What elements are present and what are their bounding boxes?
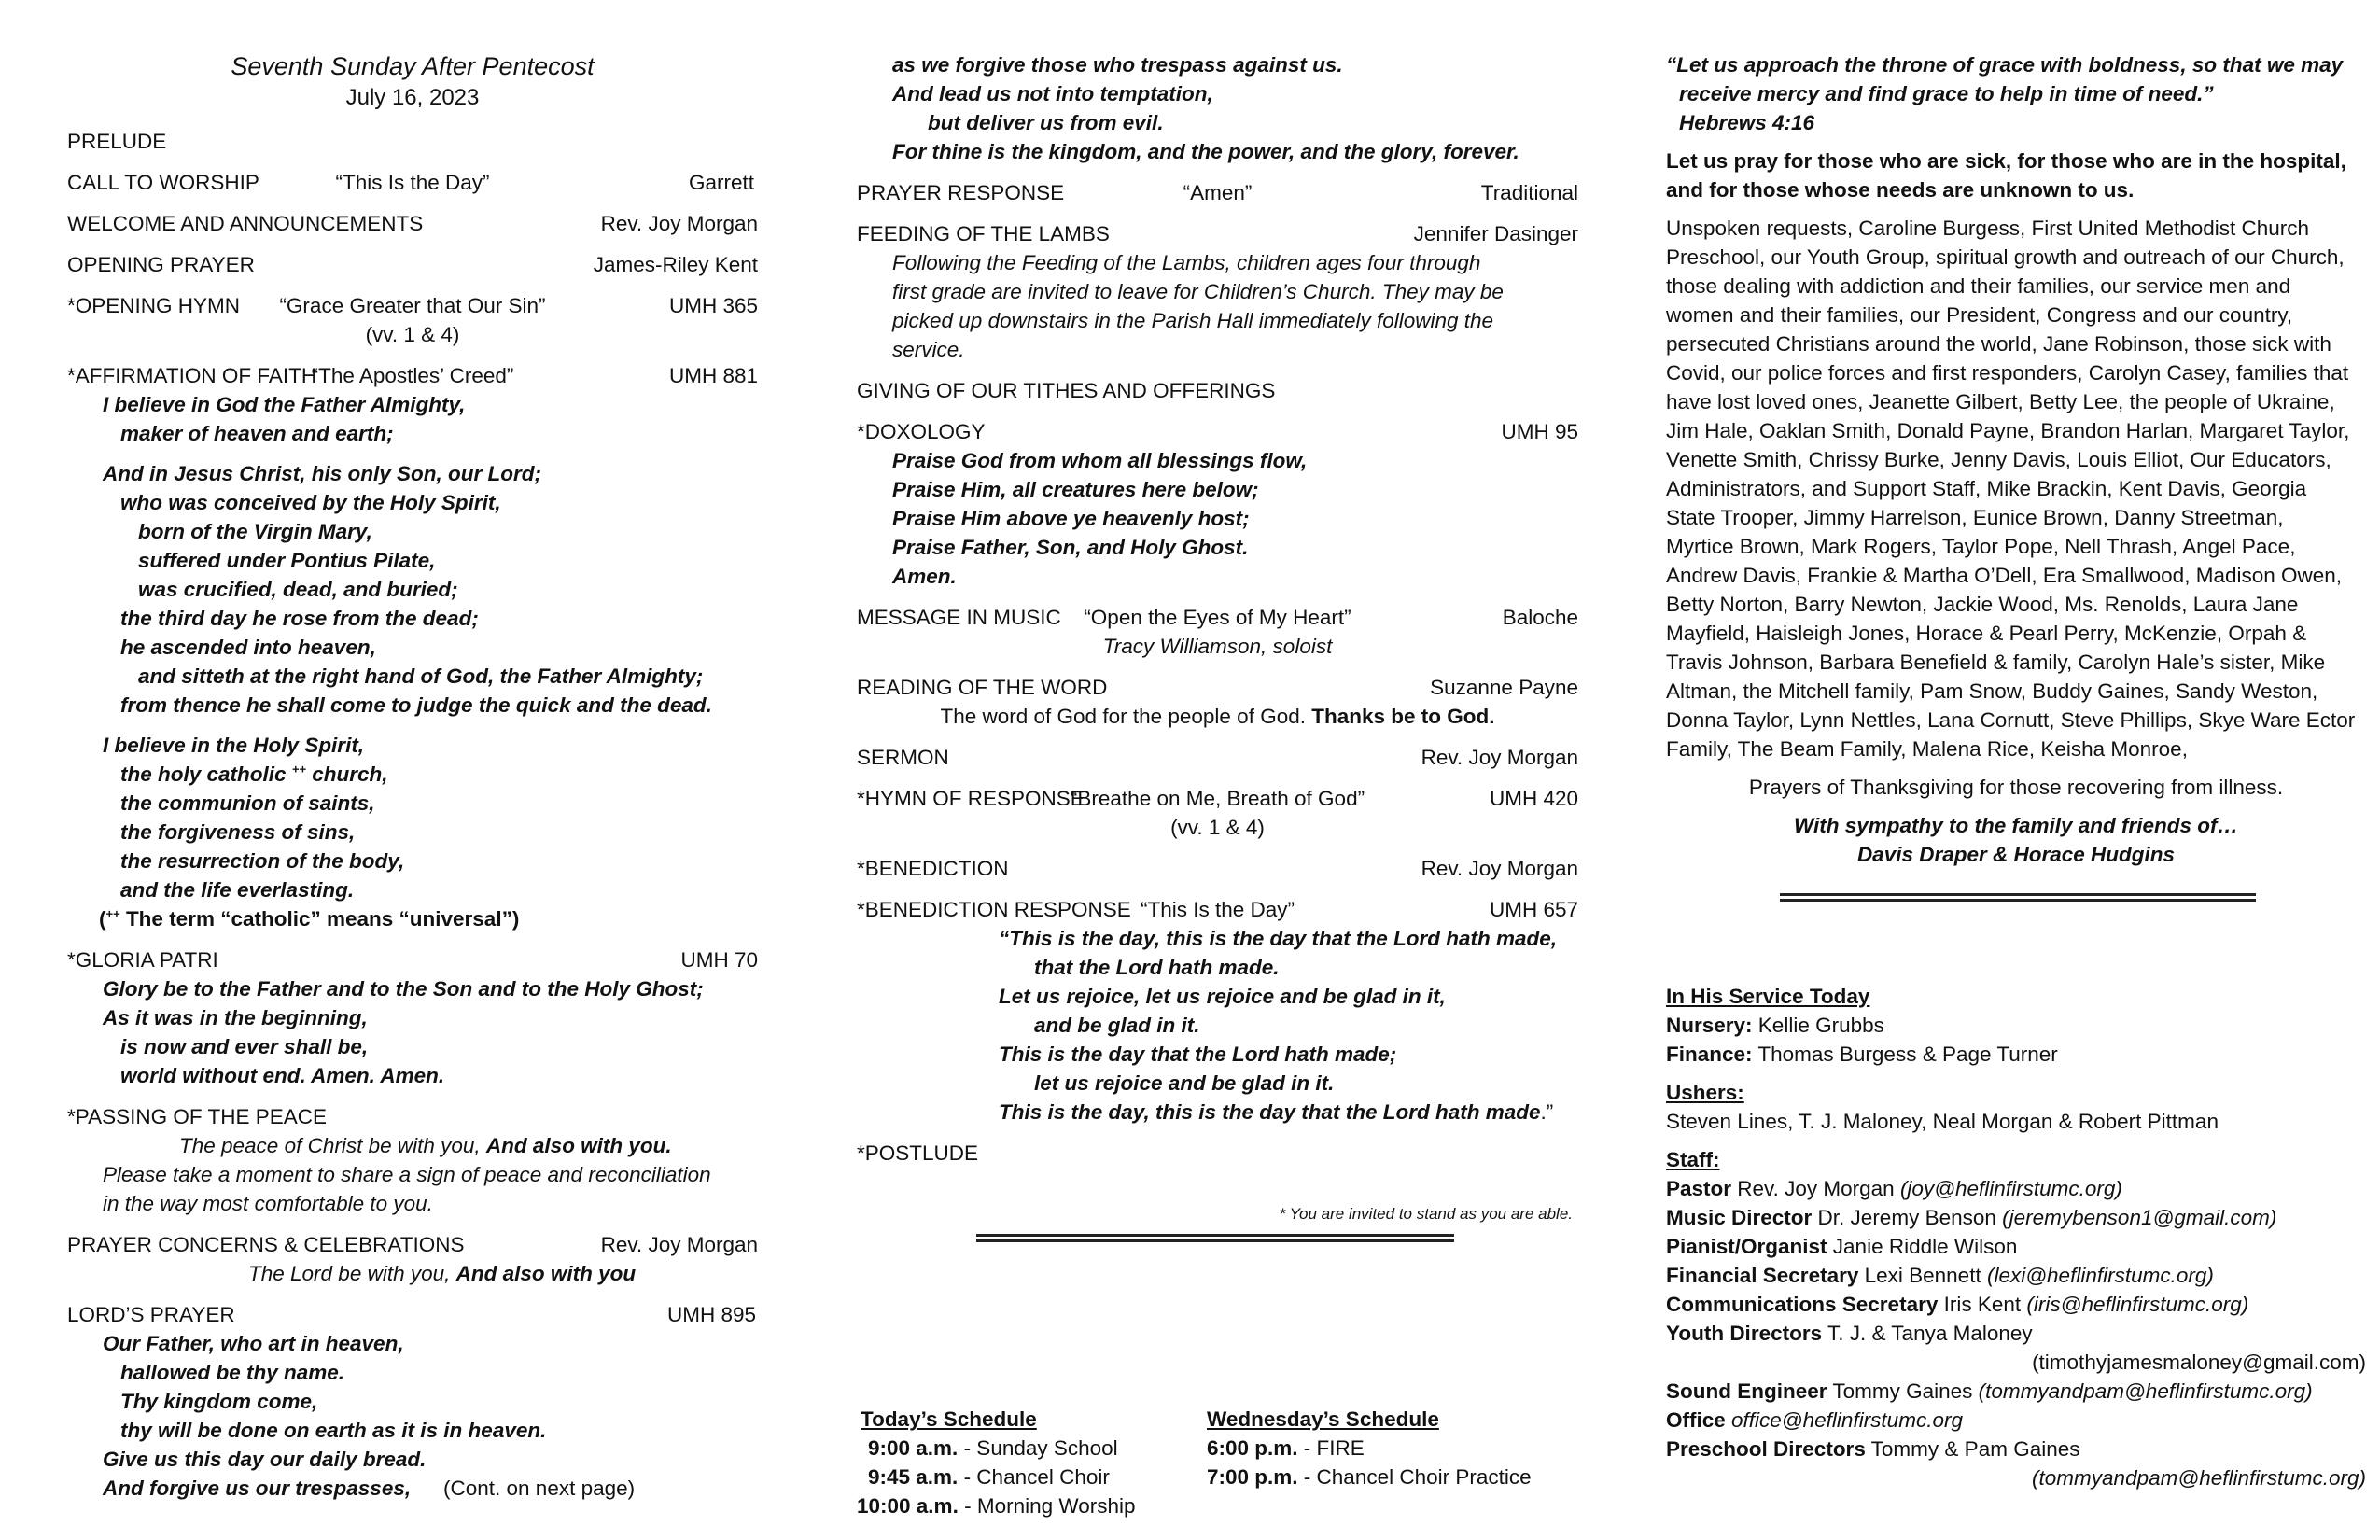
- welcome-item: WELCOME AND ANNOUNCEMENTS Rev. Joy Morgan: [67, 212, 758, 235]
- opening-hymn-verses: (vv. 1 & 4): [365, 323, 460, 346]
- thanksgiving-line: Prayers of Thanksgiving for those recovering from illness.: [1748, 776, 2284, 799]
- hymn-response-verses: (vv. 1 & 4): [1170, 816, 1265, 839]
- continued-note: (Cont. on next page): [443, 1477, 636, 1500]
- bulletin-title: Seventh Sunday After Pentecost: [231, 52, 595, 80]
- reading-item: READING OF THE WORD Suzanne Payne: [857, 676, 1578, 699]
- prayer-concerns-item: PRAYER CONCERNS & CELEBRATIONS Rev. Joy Morgan: [67, 1233, 758, 1256]
- feeding-lambs-text: Following the Feeding of the Lambs, children ages four through first grade are invited to leave for Children’s Church. They may be picked up downstairs in the Parish Hall immediately following the service.: [892, 251, 1504, 361]
- lords-prayer-continued: as we forgive those who trespass against us. And lead us not into temptation, but deliver us from evil. For thine is the kingdom, and the power, and the glory, forever.: [892, 53, 1519, 163]
- staff-pastor: Pastor Rev. Joy Morgan (joy@heflinfirstumc.org): [1666, 1177, 2122, 1200]
- call-to-worship-item: CALL TO WORSHIP “This Is the Day” Garrett: [67, 171, 754, 194]
- column-left: [67, 50, 758, 1503]
- gloria-item: *GLORIA PATRI UMH 70: [67, 948, 758, 972]
- prayer-concerns-response: The Lord be with you, And also with you: [248, 1262, 637, 1285]
- creed-footnote: (++ The term “catholic” means “universal”): [99, 906, 520, 931]
- service-today: In His Service Today Nursery: Kellie Grubbs Finance: Thomas Burgess & Page Turner Ushers: Steven Lines, T. J. Maloney, Neal Morgan & Robert Pittman Staff: Pastor Rev. Joy Morgan (joy@heflinfirstumc.org) Music Director Dr. Jeremy Benson (jeremybenson1@gmail.com) Pianist/Organist Janie Riddle Wilson Financial Secretary Lexi Bennett (lexi@heflinfirstumc.org) Communications Secretary Iris Kent (iris@heflinfirstumc.org) Youth Directors T. J. & Tanya Maloney (timothyjamesmaloney@gmail.com) Sound Engineer Tommy Gaines (tommyandpam@heflinfirstumc.org) Office office@heflinfirstumc.org Preschool Directors Tommy & Pam Gaines (tommyandpam@heflinfirstumc.org): [1666, 985, 2366, 1490]
- benediction-response-text: “This is the day, this is the day that the Lord hath made, that the Lord hath made. Let us rejoice, let us rejoice and be glad in it, and be glad in it. This is the day that the Lord hath made; let us rejoice and be glad in it. This is the day, this is the day that the Lord hath made.”: [999, 927, 1558, 1124]
- reading-response: The word of God for the people of God. Thanks be to God.: [940, 705, 1495, 728]
- lords-prayer-item: LORD’S PRAYER UMH 895: [67, 1303, 756, 1326]
- prayer-intro: Let us pray for those who are sick, for those who are in the hospital, and for those whose needs are unknown to us.: [1666, 149, 2346, 202]
- section-divider: [1780, 893, 2256, 902]
- benediction-response-item: *BENEDICTION RESPONSE “This Is the Day” UMH 657: [857, 898, 1578, 921]
- tithes-item: GIVING OF OUR TITHES AND OFFERINGS: [857, 379, 1276, 402]
- stand-note: * You are invited to stand as you are able.: [1279, 1205, 1573, 1223]
- feeding-lambs-item: FEEDING OF THE LAMBS Jennifer Dasinger: [857, 222, 1578, 245]
- benediction-item: *BENEDICTION Rev. Joy Morgan: [857, 857, 1578, 880]
- opening-hymn-item: *OPENING HYMN “Grace Greater that Our Sin” UMH 365: [67, 294, 758, 317]
- today-schedule: Today’s Schedule 9:00 a.m. - Sunday School 9:45 a.m. - Chancel Choir 10:00 a.m. - Morning Worship: [857, 1407, 1136, 1518]
- staff-comm-sec: Communications Secretary Iris Kent (iris@heflinfirstumc.org): [1666, 1293, 2249, 1316]
- prayer-response-item: PRAYER RESPONSE “Amen” Traditional: [857, 181, 1578, 204]
- apostles-creed: I believe in God the Father Almighty, maker of heaven and earth; And in Jesus Christ, his only Son, our Lord; who was conceived by the Holy Spirit, born of the Virgin Mary, suffered under Pontius Pilate, was crucified, dead, and buried; the third day he rose from the dead; he ascended into heaven, and sitteth at the right hand of God, the Father Almighty; from thence he shall come to judge the quick and the dead. I believe in the Holy Spirit, the holy catholic ++ church, the communion of saints, the forgiveness of sins, the resurrection of the body, and the life everlasting. (++ The term “catholic” means “universal”): [67, 390, 758, 933]
- soloist: Tracy Williamson, soloist: [1102, 635, 1333, 658]
- sermon-item: SERMON Rev. Joy Morgan: [857, 746, 1578, 769]
- hymn-response-item: *HYMN OF RESPONSE “Breathe on Me, Breath of God” UMH 420: [857, 787, 1578, 810]
- column-right: [1666, 50, 2366, 1492]
- postlude-item: *POSTLUDE: [857, 1141, 979, 1165]
- staff-youth: Youth Directors T. J. & Tanya Maloney: [1666, 1322, 2033, 1345]
- staff-preschool: Preschool Directors Tommy & Pam Gaines: [1666, 1437, 2080, 1461]
- wednesday-schedule: Wednesday’s Schedule 6:00 p.m. - FIRE 7:00 p.m. - Chancel Choir Practice: [1207, 1407, 1532, 1489]
- passing-peace-text: The peace of Christ be with you, And also with you. Please take a moment to share a sign of peace and reconciliation in the way most comfortable to you.: [103, 1134, 711, 1215]
- lords-prayer-text: Our Father, who art in heaven, hallowed be thy name. Thy kingdom come, thy will be done on earth as it is in heaven. Give us this day our daily bread. And forgive us our trespasses, (Cont. on next page): [67, 1329, 758, 1503]
- message-music-item: MESSAGE IN MUSIC “Open the Eyes of My Heart” Baloche: [857, 606, 1578, 629]
- sympathy-line: With sympathy to the family and friends of…: [1793, 814, 2239, 837]
- column-middle: [857, 50, 1578, 1242]
- section-divider: [976, 1234, 1454, 1242]
- sympathy-names: Davis Draper & Horace Hudgins: [1856, 843, 2176, 866]
- scripture-quote: “Let us approach the throne of grace with boldness, so that we may receive mercy and find grace to help in time of need.” Hebrews 4:16: [1666, 53, 2344, 134]
- opening-prayer-item: OPENING PRAYER James-Riley Kent: [67, 253, 758, 276]
- staff-office: Office office@heflinfirstumc.org: [1666, 1408, 1963, 1432]
- gloria-text: Glory be to the Father and to the Son and to the Holy Ghost; As it was in the beginning, is now and ever shall be, world without end. Amen. Amen.: [103, 977, 704, 1087]
- prayer-list: Unspoken requests, Caroline Burgess, First United Methodist Church Preschool, our Youth Group, spiritual growth and outreach of our Church, those dealing with addiction and their families, our service men and women and their families, our President, Congress and our country, persecuted Christians around the world, Jane Robinson, those sick with Covid, our police forces and first responders, Carolyn Casey, families that have lost loved ones, Jeanette Gilbert, Betty Lee, the people of Ukraine, Jim Hale, Oaklan Smith, Donald Payne, Brandon Harlan, Margaret Taylor, Venette Smith, Chrissy Burke, Jenny Davis, Louis Elliot, Our Educators, Administrators, and Support Staff, Mike Brackin, Kent Davis, Georgia State Trooper, Jimmy Harrelson, Eunice Brown, Danny Streetman, Myrtice Brown, Mark Rogers, Taylor Pope, Nell Thrash, Angel Pace, Andrew Davis, Frankie & Martha O’Dell, Era Smallwood, Madison Owen, Betty Norton, Barry Newton, Jackie Wood, Ms. Renolds, Laura Jane Mayfield, Haisleigh Jones, Horace & Pearl Perry, McKenzie, Orpah & Travis Johnson, Barbara Benefield & family, Carolyn Hale’s sister, Mike Altman, the Mitchell family, Pam Snow, Buddy Gaines, Sandy Weston, Donna Taylor, Lynn Nettles, Lana Cornutt, Steve Phillips, Skye Ware Ector Family, The Beam Family, Malena Rice, Keisha Monroe,: [1666, 217, 2356, 761]
- staff-sound: Sound Engineer Tommy Gaines (tommyandpam@heflinfirstumc.org): [1666, 1379, 2313, 1403]
- prelude-item: PRELUDE: [67, 130, 167, 153]
- bulletin-date: July 16, 2023: [345, 85, 480, 110]
- passing-peace-item: *PASSING OF THE PEACE: [67, 1105, 327, 1128]
- doxology-text: Praise God from whom all blessings flow, Praise Him, all creatures here below; Praise Him above ye heavenly host; Praise Father, Son, and Holy Ghost. Amen.: [892, 449, 1308, 588]
- staff-music: Music Director Dr. Jeremy Benson (jeremybenson1@gmail.com): [1666, 1206, 2277, 1229]
- staff-finance-sec: Financial Secretary Lexi Bennett (lexi@heflinfirstumc.org): [1666, 1264, 2214, 1287]
- staff-pianist: Pianist/Organist Janie Riddle Wilson: [1666, 1235, 2018, 1258]
- doxology-item: *DOXOLOGY UMH 95: [857, 420, 1578, 443]
- affirmation-item: *AFFIRMATION OF FAITH “The Apostles’ Creed” UMH 881: [67, 364, 758, 387]
